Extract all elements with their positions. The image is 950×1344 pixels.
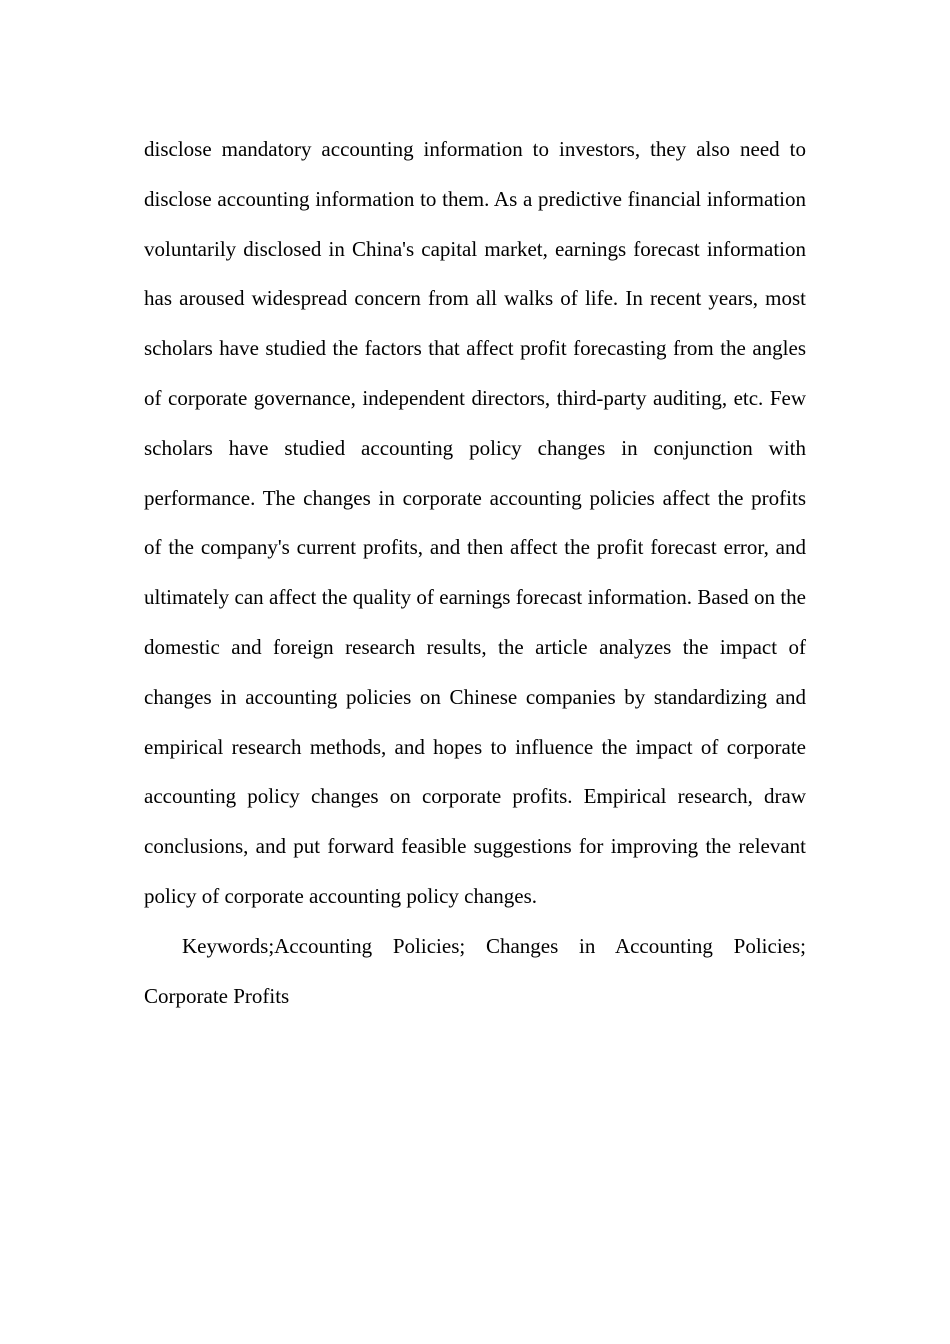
abstract-text-block [144, 125, 806, 1021]
abstract-body-paragraph: disclose mandatory accounting information to investors, they also need to disclose accounting information to them. As a predictive financial information voluntarily disclosed in China's capital market, earnings forecast information has aroused widespread concern from all walks of life. In recent years, most scholars have studied the factors that affect profit forecasting from the angles of corporate governance, independent directors, third-party auditing, etc. Few scholars have studied accounting policy changes in conjunction with performance. The changes in corporate accounting policies affect the profits of the company's current profits, and then affect the profit forecast error, and ultimately can affect the quality of earnings forecast information. Based on the domestic and foreign research results, the article analyzes the impact of changes in accounting policies on Chinese companies by standardizing and empirical research methods, and hopes to influence the impact of corporate accounting policy changes on corporate profits. Empirical research, draw conclusions, and put forward feasible suggestions for improving the relevant policy of corporate accounting policy changes. [144, 137, 806, 908]
keywords-paragraph: Keywords;Accounting Policies; Changes in Accounting Policies; Corporate Profits [144, 933, 806, 1008]
